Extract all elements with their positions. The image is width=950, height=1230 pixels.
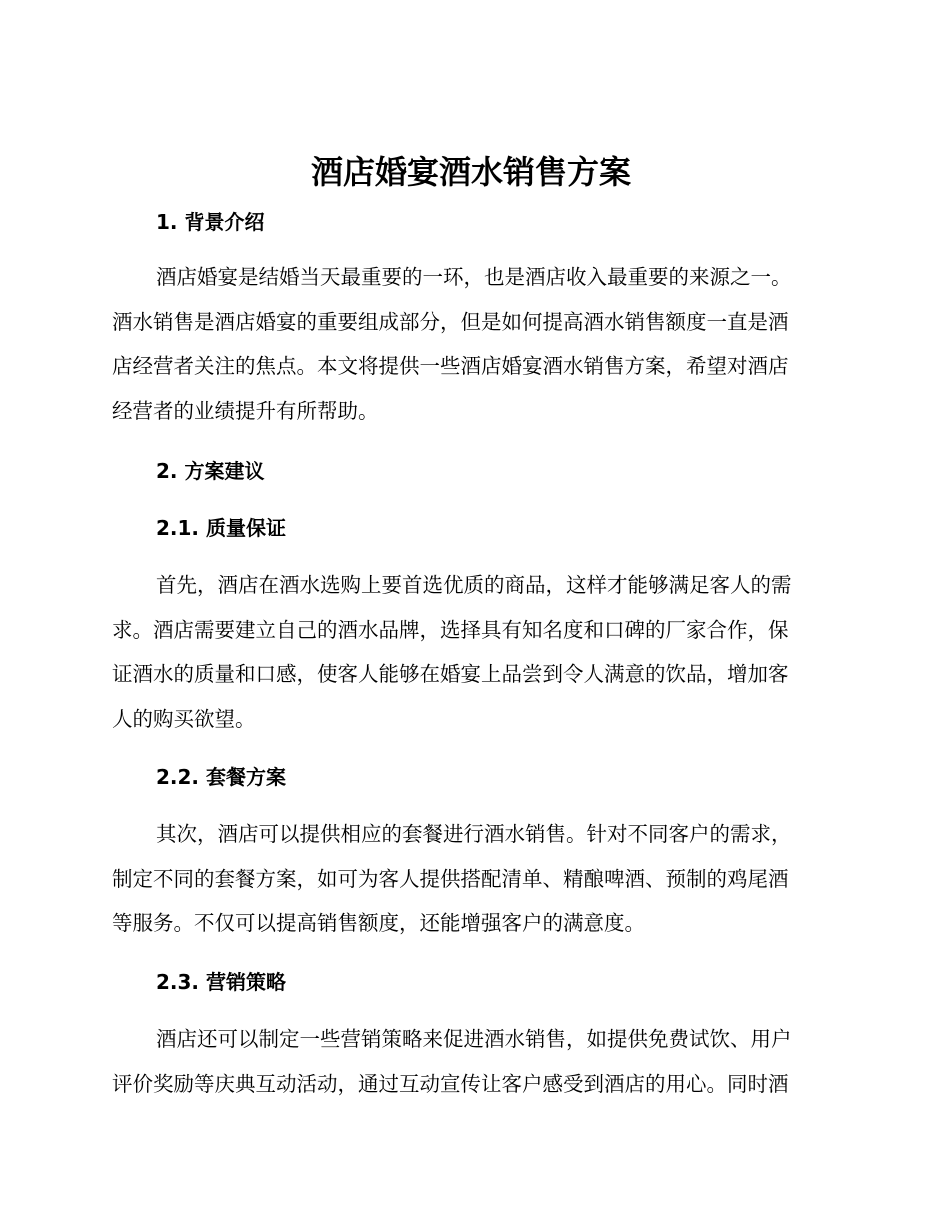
paragraph-line: 等服务。不仅可以提高销售额度，还能增强客户的满意度。 (112, 911, 645, 935)
paragraph-background (112, 255, 830, 433)
paragraph-line: 酒店还可以制定一些营销策略来促进酒水销售，如提供免费试饮、用户 (156, 1027, 792, 1051)
paragraph-line: 酒水销售是酒店婚宴的重要组成部分，但是如何提高酒水销售额度一直是酒 (112, 309, 789, 334)
paragraph-line: 酒店婚宴是结婚当天最重要的一环，也是酒店收入最重要的来源之一。 (156, 265, 792, 289)
section-heading-marketing: 2.3. 营销策略 (156, 970, 286, 994)
section-heading-background: 1. 背景介绍 (156, 210, 265, 234)
paragraph-quality (112, 563, 830, 741)
paragraph-line: 制定不同的套餐方案，如可为客人提供搭配清单、精酿啤酒、预制的鸡尾酒 (112, 866, 789, 891)
paragraph-line: 人的购买欲望。 (112, 706, 256, 731)
paragraph-line: 首先，酒店在酒水选购上要首选优质的商品，这样才能够满足客人的需 (156, 573, 792, 597)
paragraph-line: 经营者的业绩提升有所帮助。 (112, 398, 379, 423)
paragraph-line: 证酒水的质量和口感，使客人能够在婚宴上品尝到令人满意的饮品，增加客 (112, 662, 789, 686)
paragraph-package (112, 812, 830, 946)
paragraph-marketing (112, 1017, 830, 1106)
paragraph-line: 其次，酒店可以提供相应的套餐进行酒水销售。针对不同客户的需求， (156, 822, 792, 846)
paragraph-line: 求。酒店需要建立自己的酒水品牌，选择具有知名度和口碑的厂家合作，保 (112, 617, 789, 642)
section-heading-package: 2.2. 套餐方案 (156, 765, 286, 789)
document-title: 酒店婚宴酒水销售方案 (310, 153, 631, 191)
paragraph-line: 评价奖励等庆典互动活动，通过互动宣传让客户感受到酒店的用心。同时酒 (112, 1071, 789, 1096)
section-heading-quality: 2.1. 质量保证 (156, 516, 286, 540)
paragraph-line: 店经营者关注的焦点。本文将提供一些酒店婚宴酒水销售方案，希望对酒店 (112, 354, 789, 378)
section-heading-proposal: 2. 方案建议 (156, 459, 265, 483)
